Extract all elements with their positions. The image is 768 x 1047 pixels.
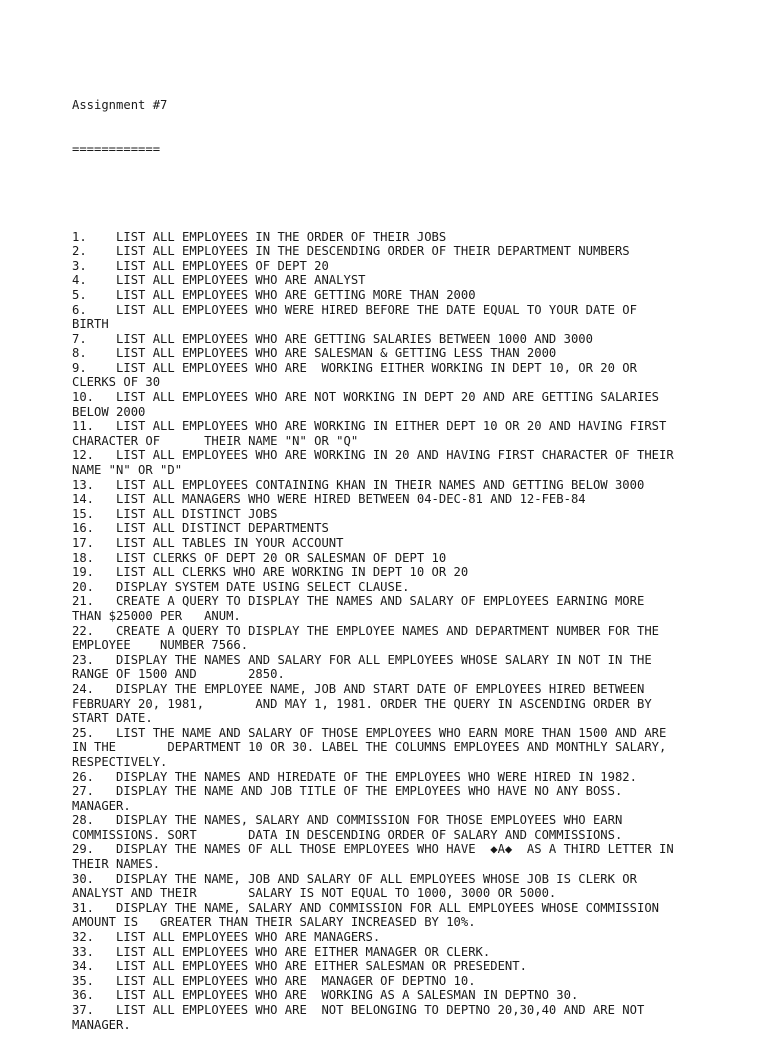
assignment-line: RANGE OF 1500 AND 2850. [72, 667, 285, 682]
assignment-line: 6. LIST ALL EMPLOYEES WHO WERE HIRED BEFORE THE DATE EQUAL TO YOUR DATE OF [72, 302, 637, 317]
assignment-line: 29. DISPLAY THE NAMES OF ALL THOSE EMPLOYEES WHO HAVE ◆A◆ AS A THIRD LETTER IN [72, 842, 674, 857]
assignment-line: 9. LIST ALL EMPLOYEES WHO ARE WORKING EITHER WORKING IN DEPT 10, OR 20 OR [72, 360, 637, 375]
assignment-line: 14. LIST ALL MANAGERS WHO WERE HIRED BETWEEN 04-DEC-81 AND 12-FEB-84 [72, 492, 586, 507]
assignment-line: 12. LIST ALL EMPLOYEES WHO ARE WORKING IN 20 AND HAVING FIRST CHARACTER OF THEIR [72, 448, 674, 463]
assignment-line: EMPLOYEE NUMBER 7566. [72, 638, 249, 653]
assignment-line: 4. LIST ALL EMPLOYEES WHO ARE ANALYST [72, 273, 366, 288]
assignment-line: 27. DISPLAY THE NAME AND JOB TITLE OF THE EMPLOYEES WHO HAVE NO ANY BOSS. [72, 784, 623, 799]
assignment-line: CLERKS OF 30 [72, 375, 161, 390]
assignment-line: 5. LIST ALL EMPLOYEES WHO ARE GETTING MORE THAN 2000 [72, 287, 476, 302]
assignment-line: 13. LIST ALL EMPLOYEES CONTAINING KHAN IN THEIR NAMES AND GETTING BELOW 3000 [72, 477, 645, 492]
assignment-line: 7. LIST ALL EMPLOYEES WHO ARE GETTING SALARIES BETWEEN 1000 AND 3000 [72, 331, 593, 346]
assignment-line: 25. LIST THE NAME AND SALARY OF THOSE EMPLOYEES WHO EARN MORE THAN 1500 AND ARE [72, 725, 667, 740]
assignment-line: 24. DISPLAY THE EMPLOYEE NAME, JOB AND START DATE OF EMPLOYEES HIRED BETWEEN [72, 681, 645, 696]
assignment-line: 32. LIST ALL EMPLOYEES WHO ARE MANAGERS. [72, 930, 381, 945]
assignment-line: 16. LIST ALL DISTINCT DEPARTMENTS [72, 521, 329, 536]
assignment-line: NAME "N" OR "D" [72, 463, 183, 478]
assignment-line: AMOUNT IS GREATER THAN THEIR SALARY INCREASED BY 10%. [72, 915, 476, 930]
assignment-line: IN THE DEPARTMENT 10 OR 30. LABEL THE COLUMNS EMPLOYEES AND MONTHLY SALARY, [72, 740, 667, 755]
assignment-line: 22. CREATE A QUERY TO DISPLAY THE EMPLOYEE NAMES AND DEPARTMENT NUMBER FOR THE [72, 623, 659, 638]
assignment-line: 26. DISPLAY THE NAMES AND HIREDATE OF THE EMPLOYEES WHO WERE HIRED IN 1982. [72, 769, 637, 784]
assignment-line: 10. LIST ALL EMPLOYEES WHO ARE NOT WORKING IN DEPT 20 AND ARE GETTING SALARIES [72, 390, 659, 405]
assignment-line: 17. LIST ALL TABLES IN YOUR ACCOUNT [72, 536, 344, 550]
assignment-line: 21. CREATE A QUERY TO DISPLAY THE NAMES AND SALARY OF EMPLOYEES EARNING MORE [72, 594, 645, 609]
assignment-line: COMMISSIONS. SORT DATA IN DESCENDING ORDER OF SALARY AND COMMISSIONS. [72, 827, 623, 842]
assignment-line: 20. DISPLAY SYSTEM DATE USING SELECT CLAUSE. [72, 579, 410, 594]
assignment-line: 30. DISPLAY THE NAME, JOB AND SALARY OF ALL EMPLOYEES WHOSE JOB IS CLERK OR [72, 871, 637, 886]
document-title: Assignment #7 [72, 98, 168, 113]
assignment-line: 33. LIST ALL EMPLOYEES WHO ARE EITHER MANAGER OR CLERK. [72, 944, 491, 959]
title-underline: ============ [72, 141, 161, 156]
assignment-line: ANALYST AND THEIR SALARY IS NOT EQUAL TO 1000, 3000 OR 5000. [72, 886, 557, 901]
assignment-line: RESPECTIVELY. [72, 754, 168, 769]
assignment-line: 11. LIST ALL EMPLOYEES WHO ARE WORKING IN EITHER DEPT 10 OR 20 AND HAVING FIRST [72, 419, 667, 434]
assignment-line: 18. LIST CLERKS OF DEPT 20 OR SALESMAN OF DEPT 10 [72, 550, 447, 565]
assignment-line: 8. LIST ALL EMPLOYEES WHO ARE SALESMAN & GETTING LESS THAN 2000 [72, 346, 557, 361]
blank-line [72, 186, 712, 201]
assignment-line: THAN $25000 PER ANUM. [72, 608, 241, 623]
assignment-list [72, 230, 712, 1033]
assignment-line: START DATE. [72, 711, 153, 726]
assignment-line: MANAGER. [72, 1017, 131, 1032]
assignment-line: 2. LIST ALL EMPLOYEES IN THE DESCENDING ORDER OF THEIR DEPARTMENT NUMBERS [72, 244, 630, 259]
assignment-line: 1. LIST ALL EMPLOYEES IN THE ORDER OF THEIR JOBS [72, 229, 447, 244]
assignment-line: THEIR NAMES. [72, 857, 161, 872]
assignment-line: 36. LIST ALL EMPLOYEES WHO ARE WORKING AS A SALESMAN IN DEPTNO 30. [72, 988, 579, 1003]
assignment-line: 15. LIST ALL DISTINCT JOBS [72, 506, 278, 521]
assignment-line: 35. LIST ALL EMPLOYEES WHO ARE MANAGER OF DEPTNO 10. [72, 973, 476, 988]
assignment-line: 37. LIST ALL EMPLOYEES WHO ARE NOT BELONGING TO DEPTNO 20,30,40 AND ARE NOT [72, 1003, 645, 1017]
document-body [72, 69, 712, 1047]
assignment-line: MANAGER. [72, 798, 131, 813]
assignment-line: BIRTH [72, 317, 109, 332]
assignment-line: 34. LIST ALL EMPLOYEES WHO ARE EITHER SALESMAN OR PRESEDENT. [72, 959, 527, 974]
assignment-line: 28. DISPLAY THE NAMES, SALARY AND COMMISSION FOR THOSE EMPLOYEES WHO EARN [72, 813, 623, 828]
assignment-line: FEBRUARY 20, 1981, AND MAY 1, 1981. ORDER THE QUERY IN ASCENDING ORDER BY [72, 696, 652, 711]
assignment-line: 19. LIST ALL CLERKS WHO ARE WORKING IN DEPT 10 OR 20 [72, 565, 469, 580]
assignment-line: CHARACTER OF THEIR NAME "N" OR "Q" [72, 433, 359, 448]
assignment-line: 3. LIST ALL EMPLOYEES OF DEPT 20 [72, 258, 329, 273]
assignment-line: 31. DISPLAY THE NAME, SALARY AND COMMISSION FOR ALL EMPLOYEES WHOSE COMMISSION [72, 900, 659, 915]
assignment-line: 23. DISPLAY THE NAMES AND SALARY FOR ALL EMPLOYEES WHOSE SALARY IN NOT IN THE [72, 652, 652, 667]
assignment-line: BELOW 2000 [72, 404, 146, 419]
